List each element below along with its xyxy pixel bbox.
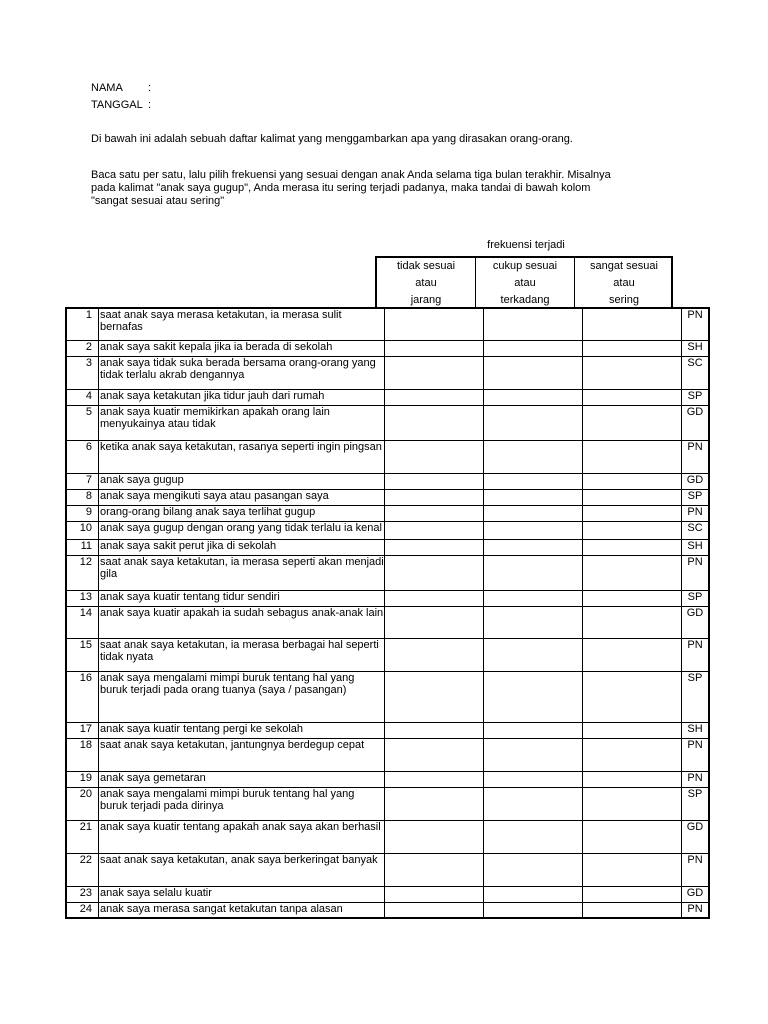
frequency-title: frekuensi terjadi xyxy=(487,239,565,251)
subscale-code: PN xyxy=(682,771,710,787)
instruction-line-2: pada kalimat "anak saya gugup", Anda merasa itu sering terjadi padanya, maka tandai di bawah kolom xyxy=(91,182,591,194)
answer-cell-often[interactable] xyxy=(583,590,682,606)
answer-cell-sometimes[interactable] xyxy=(484,671,583,722)
subscale-code: PN xyxy=(682,555,710,590)
answer-cell-rarely[interactable] xyxy=(385,638,484,671)
item-number: 4 xyxy=(66,389,99,405)
item-statement: anak saya sakit perut jika di sekolah xyxy=(99,539,385,555)
answer-cell-sometimes[interactable] xyxy=(484,722,583,738)
item-number: 20 xyxy=(66,787,99,820)
answer-cell-often[interactable] xyxy=(583,886,682,902)
instruction-line-1: Baca satu per satu, lalu pilih frekuensi yang sesuai dengan anak Anda selama tiga bulan terakhir. Misalnya xyxy=(91,169,611,181)
item-number: 15 xyxy=(66,638,99,671)
subscale-code: SH xyxy=(682,722,710,738)
answer-cell-sometimes[interactable] xyxy=(484,606,583,638)
answer-cell-often[interactable] xyxy=(583,787,682,820)
table-row xyxy=(66,539,709,555)
answer-cell-rarely[interactable] xyxy=(385,590,484,606)
answer-cell-sometimes[interactable] xyxy=(484,405,583,440)
table-row xyxy=(66,308,709,340)
answer-cell-sometimes[interactable] xyxy=(484,505,583,521)
questionnaire-table xyxy=(65,307,710,919)
subscale-code: PN xyxy=(682,738,710,771)
item-statement: anak saya kuatir tentang tidur sendiri xyxy=(99,590,385,606)
item-statement: anak saya sakit kepala jika ia berada di sekolah xyxy=(99,340,385,356)
answer-cell-often[interactable] xyxy=(583,440,682,473)
answer-cell-rarely[interactable] xyxy=(385,356,484,389)
item-number: 8 xyxy=(66,489,99,505)
subscale-code: PN xyxy=(682,638,710,671)
answer-cell-sometimes[interactable] xyxy=(484,489,583,505)
table-row xyxy=(66,787,709,820)
subscale-code: SC xyxy=(682,356,710,389)
item-number: 2 xyxy=(66,340,99,356)
answer-cell-rarely[interactable] xyxy=(385,489,484,505)
answer-cell-sometimes[interactable] xyxy=(484,771,583,787)
column-header-sometimes: cukup sesuai atau terkadang xyxy=(476,258,575,307)
subscale-code: SH xyxy=(682,539,710,555)
column-header-rarely: tidak sesuai atau jarang xyxy=(377,258,476,307)
answer-cell-sometimes[interactable] xyxy=(484,521,583,539)
item-statement: anak saya kuatir tentang pergi ke sekolah xyxy=(99,722,385,738)
answer-cell-sometimes[interactable] xyxy=(484,886,583,902)
answer-cell-sometimes[interactable] xyxy=(484,638,583,671)
item-statement: anak saya kuatir tentang apakah anak saya akan berhasil xyxy=(99,820,385,853)
answer-cell-sometimes[interactable] xyxy=(484,853,583,886)
table-row xyxy=(66,722,709,738)
item-number: 16 xyxy=(66,671,99,722)
answer-cell-sometimes[interactable] xyxy=(484,738,583,771)
item-number: 10 xyxy=(66,521,99,539)
nama-label: NAMA : xyxy=(91,82,152,94)
table-row xyxy=(66,902,709,918)
answer-cell-rarely[interactable] xyxy=(385,671,484,722)
answer-cell-often[interactable] xyxy=(583,389,682,405)
answer-cell-sometimes[interactable] xyxy=(484,473,583,489)
item-number: 19 xyxy=(66,771,99,787)
answer-cell-sometimes[interactable] xyxy=(484,340,583,356)
item-statement: anak saya gugup dengan orang yang tidak terlalu ia kenal xyxy=(99,521,385,539)
item-statement: anak saya tidak suka berada bersama orang-orang yang tidak terlalu akrab dengannya xyxy=(99,356,385,389)
answer-cell-rarely[interactable] xyxy=(385,902,484,918)
item-statement: anak saya kuatir apakah ia sudah sebagus anak-anak lain xyxy=(99,606,385,638)
frequency-header xyxy=(375,256,673,307)
table-row xyxy=(66,473,709,489)
item-number: 11 xyxy=(66,539,99,555)
answer-cell-rarely[interactable] xyxy=(385,555,484,590)
table-row xyxy=(66,738,709,771)
item-number: 12 xyxy=(66,555,99,590)
item-number: 21 xyxy=(66,820,99,853)
answer-cell-rarely[interactable] xyxy=(385,771,484,787)
item-statement: anak saya ketakutan jika tidur jauh dari rumah xyxy=(99,389,385,405)
answer-cell-often[interactable] xyxy=(583,539,682,555)
table-row xyxy=(66,340,709,356)
item-statement: saat anak saya ketakutan, ia merasa berbagai hal seperti tidak nyata xyxy=(99,638,385,671)
answer-cell-sometimes[interactable] xyxy=(484,820,583,853)
answer-cell-rarely[interactable] xyxy=(385,853,484,886)
item-statement: anak saya kuatir memikirkan apakah orang lain menyukainya atau tidak xyxy=(99,405,385,440)
table-row xyxy=(66,521,709,539)
subscale-code: SP xyxy=(682,389,710,405)
subscale-code: SP xyxy=(682,590,710,606)
answer-cell-often[interactable] xyxy=(583,738,682,771)
answer-cell-sometimes[interactable] xyxy=(484,308,583,340)
item-statement: ketika anak saya ketakutan, rasanya seperti ingin pingsan xyxy=(99,440,385,473)
answer-cell-rarely[interactable] xyxy=(385,308,484,340)
table-row xyxy=(66,505,709,521)
answer-cell-rarely[interactable] xyxy=(385,886,484,902)
item-statement: anak saya mengikuti saya atau pasangan saya xyxy=(99,489,385,505)
answer-cell-often[interactable] xyxy=(583,853,682,886)
answer-cell-often[interactable] xyxy=(583,638,682,671)
answer-cell-rarely[interactable] xyxy=(385,787,484,820)
item-number: 17 xyxy=(66,722,99,738)
subscale-code: PN xyxy=(682,440,710,473)
subscale-code: GD xyxy=(682,473,710,489)
item-statement: anak saya mengalami mimpi buruk tentang hal yang buruk terjadi pada orang tuanya (saya / pasangan) xyxy=(99,671,385,722)
item-number: 23 xyxy=(66,886,99,902)
intro-text: Di bawah ini adalah sebuah daftar kalimat yang menggambarkan apa yang dirasakan orang-orang. xyxy=(91,133,573,145)
subscale-code: SC xyxy=(682,521,710,539)
subscale-code: SP xyxy=(682,489,710,505)
answer-cell-sometimes[interactable] xyxy=(484,539,583,555)
item-number: 5 xyxy=(66,405,99,440)
answer-cell-sometimes[interactable] xyxy=(484,440,583,473)
answer-cell-rarely[interactable] xyxy=(385,440,484,473)
item-number: 1 xyxy=(66,308,99,340)
item-number: 24 xyxy=(66,902,99,918)
answer-cell-often[interactable] xyxy=(583,671,682,722)
table-row xyxy=(66,820,709,853)
answer-cell-often[interactable] xyxy=(583,405,682,440)
table-row xyxy=(66,555,709,590)
answer-cell-rarely[interactable] xyxy=(385,738,484,771)
answer-cell-often[interactable] xyxy=(583,308,682,340)
answer-cell-often[interactable] xyxy=(583,521,682,539)
table-row xyxy=(66,638,709,671)
answer-cell-often[interactable] xyxy=(583,820,682,853)
item-statement: anak saya mengalami mimpi buruk tentang hal yang buruk terjadi pada dirinya xyxy=(99,787,385,820)
item-number: 9 xyxy=(66,505,99,521)
item-statement: saat anak saya merasa ketakutan, ia merasa sulit bernafas xyxy=(99,308,385,340)
instruction-line-3: "sangat sesuai atau sering" xyxy=(91,195,225,207)
answer-cell-often[interactable] xyxy=(583,902,682,918)
answer-cell-rarely[interactable] xyxy=(385,521,484,539)
subscale-code: GD xyxy=(682,820,710,853)
subscale-code: PN xyxy=(682,853,710,886)
subscale-code: GD xyxy=(682,886,710,902)
item-statement: saat anak saya ketakutan, ia merasa seperti akan menjadi gila xyxy=(99,555,385,590)
answer-cell-rarely[interactable] xyxy=(385,539,484,555)
table-row xyxy=(66,671,709,722)
table-row xyxy=(66,405,709,440)
answer-cell-rarely[interactable] xyxy=(385,722,484,738)
subscale-code: PN xyxy=(682,505,710,521)
answer-cell-sometimes[interactable] xyxy=(484,555,583,590)
item-statement: saat anak saya ketakutan, jantungnya berdegup cepat xyxy=(99,738,385,771)
answer-cell-often[interactable] xyxy=(583,722,682,738)
answer-cell-rarely[interactable] xyxy=(385,505,484,521)
item-number: 14 xyxy=(66,606,99,638)
item-statement: saat anak saya ketakutan, anak saya berkeringat banyak xyxy=(99,853,385,886)
table-row xyxy=(66,440,709,473)
item-statement: anak saya gugup xyxy=(99,473,385,489)
table-row xyxy=(66,590,709,606)
answer-cell-rarely[interactable] xyxy=(385,389,484,405)
item-number: 3 xyxy=(66,356,99,389)
item-number: 13 xyxy=(66,590,99,606)
table-row xyxy=(66,489,709,505)
table-row xyxy=(66,389,709,405)
tanggal-label: TANGGAL : xyxy=(91,99,152,111)
subscale-code: SP xyxy=(682,787,710,820)
table-row xyxy=(66,606,709,638)
item-number: 22 xyxy=(66,853,99,886)
item-number: 6 xyxy=(66,440,99,473)
answer-cell-sometimes[interactable] xyxy=(484,787,583,820)
table-row xyxy=(66,356,709,389)
table-row xyxy=(66,853,709,886)
item-number: 18 xyxy=(66,738,99,771)
answer-cell-often[interactable] xyxy=(583,473,682,489)
subscale-code: PN xyxy=(682,308,710,340)
subscale-code: GD xyxy=(682,405,710,440)
answer-cell-rarely[interactable] xyxy=(385,405,484,440)
item-number: 7 xyxy=(66,473,99,489)
answer-cell-sometimes[interactable] xyxy=(484,590,583,606)
column-header-often: sangat sesuai atau sering xyxy=(590,260,658,306)
table-row xyxy=(66,771,709,787)
item-statement: orang-orang bilang anak saya terlihat gugup xyxy=(99,505,385,521)
subscale-code: GD xyxy=(682,606,710,638)
answer-cell-often[interactable] xyxy=(583,356,682,389)
item-statement: anak saya merasa sangat ketakutan tanpa alasan xyxy=(99,902,385,918)
answer-cell-sometimes[interactable] xyxy=(484,356,583,389)
item-statement: anak saya gemetaran xyxy=(99,771,385,787)
answer-cell-often[interactable] xyxy=(583,606,682,638)
answer-cell-often[interactable] xyxy=(583,771,682,787)
answer-cell-sometimes[interactable] xyxy=(484,389,583,405)
answer-cell-often[interactable] xyxy=(583,489,682,505)
subscale-code: SP xyxy=(682,671,710,722)
answer-cell-rarely[interactable] xyxy=(385,473,484,489)
answer-cell-sometimes[interactable] xyxy=(484,902,583,918)
answer-cell-rarely[interactable] xyxy=(385,340,484,356)
answer-cell-often[interactable] xyxy=(583,340,682,356)
answer-cell-rarely[interactable] xyxy=(385,606,484,638)
answer-cell-often[interactable] xyxy=(583,505,682,521)
answer-cell-often[interactable] xyxy=(583,555,682,590)
subscale-code: PN xyxy=(682,902,710,918)
table-row xyxy=(66,886,709,902)
subscale-code: SH xyxy=(682,340,710,356)
item-statement: anak saya selalu kuatir xyxy=(99,886,385,902)
answer-cell-rarely[interactable] xyxy=(385,820,484,853)
